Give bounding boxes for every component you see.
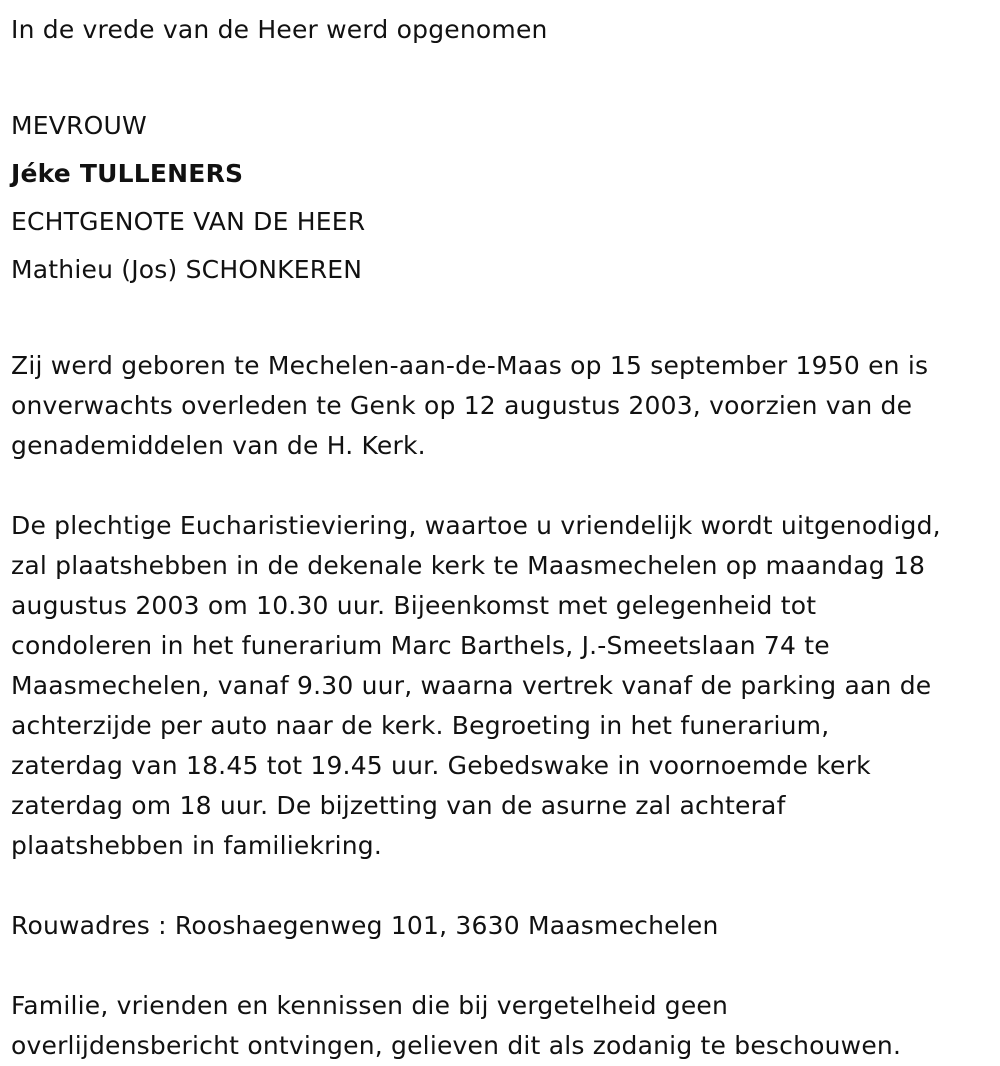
paragraph-line: overlijdensbericht ontvingen, gelieven dit als zodanig te beschouwen. bbox=[11, 1031, 902, 1060]
address-paragraph bbox=[11, 906, 1000, 946]
intro-line: In de vrede van de Heer werd opgenomen bbox=[11, 15, 548, 44]
paragraph-line: zal plaatshebben in de dekenale kerk te Maasmechelen op maandag 18 bbox=[11, 551, 926, 580]
relation-line: ECHTGENOTE VAN DE HEER bbox=[11, 207, 366, 236]
closing-paragraph bbox=[11, 986, 1000, 1066]
deceased-name: Jéke TULLENERS bbox=[11, 159, 244, 188]
salutation: MEVROUW bbox=[11, 111, 147, 140]
spacer bbox=[11, 946, 1000, 986]
paragraph-line: onverwachts overleden te Genk op 12 augustus 2003, voorzien van de bbox=[11, 391, 913, 420]
ceremony-paragraph bbox=[11, 506, 1000, 866]
spacer bbox=[11, 306, 1000, 346]
paragraph-line: Familie, vrienden en kennissen die bij vergetelheid geen bbox=[11, 991, 729, 1020]
paragraph-line: zaterdag van 18.45 tot 19.45 uur. Gebedswake in voornoemde kerk bbox=[11, 751, 871, 780]
spouse-name: Mathieu (Jos) SCHONKEREN bbox=[11, 255, 363, 284]
paragraph-line: achterzijde per auto naar de kerk. Begroeting in het funerarium, bbox=[11, 711, 830, 740]
paragraph-line: augustus 2003 om 10.30 uur. Bijeenkomst met gelegenheid tot bbox=[11, 591, 817, 620]
spacer bbox=[11, 866, 1000, 906]
paragraph-line: plaatshebben in familiekring. bbox=[11, 831, 383, 860]
spacer bbox=[11, 466, 1000, 506]
birth-paragraph bbox=[11, 346, 1000, 466]
paragraph-line: Maasmechelen, vanaf 9.30 uur, waarna vertrek vanaf de parking aan de bbox=[11, 671, 932, 700]
spacer bbox=[11, 54, 1000, 102]
paragraph-line: Zij werd geboren te Mechelen-aan-de-Maas op 15 september 1950 en is bbox=[11, 351, 929, 380]
paragraph-line: De plechtige Eucharistieviering, waartoe u vriendelijk wordt uitgenodigd, bbox=[11, 511, 941, 540]
paragraph-line: condoleren in het funerarium Marc Barthels, J.-Smeetslaan 74 te bbox=[11, 631, 830, 660]
paragraph-line: zaterdag om 18 uur. De bijzetting van de asurne zal achteraf bbox=[11, 791, 786, 820]
paragraph-line: genademiddelen van de H. Kerk. bbox=[11, 431, 426, 460]
spacer bbox=[11, 294, 1000, 306]
mourning-address: Rouwadres : Rooshaegenweg 101, 3630 Maasmechelen bbox=[11, 911, 719, 940]
